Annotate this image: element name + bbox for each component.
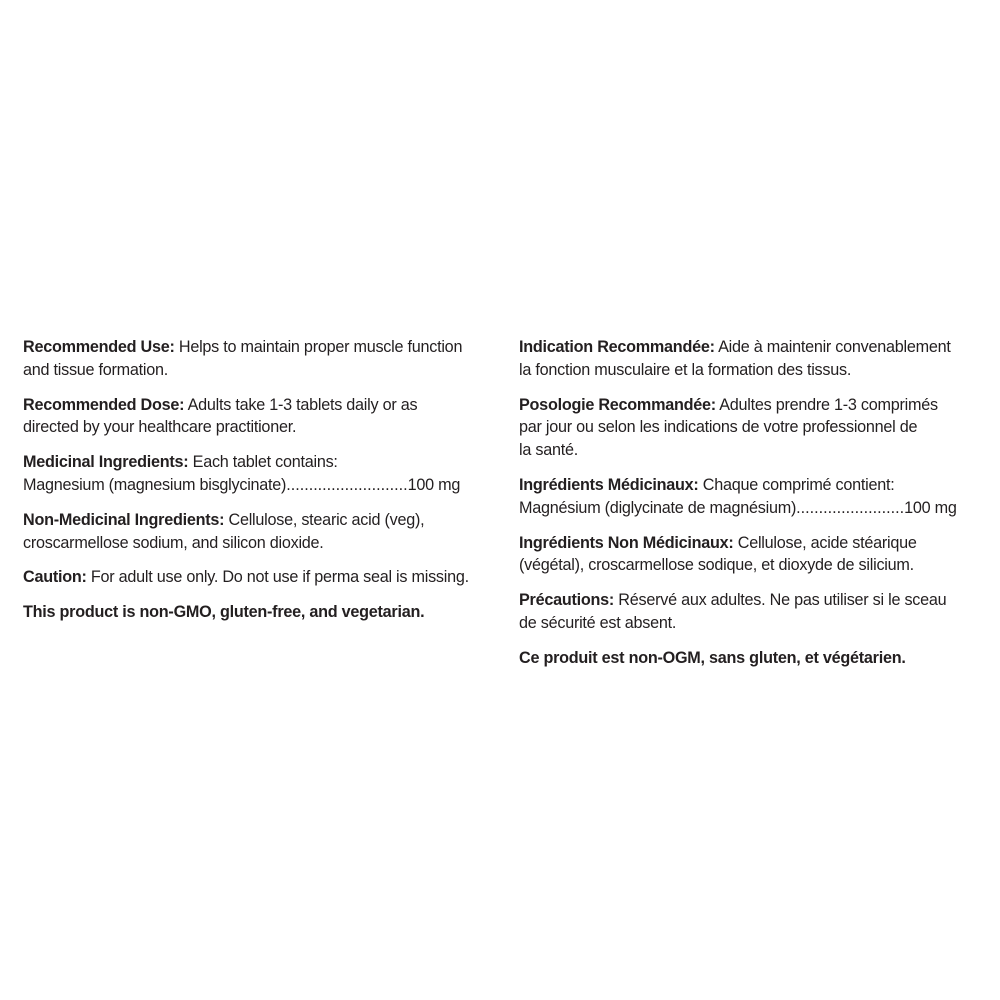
recommended-dose-text-cont: directed by your healthcare practitioner. xyxy=(23,418,297,437)
dot-leader: ........................... xyxy=(286,475,408,494)
medicinal-ingredients-label: Medicinal Ingredients: xyxy=(23,453,189,472)
non-medicinal-ingredients-label: Non-Medicinal Ingredients: xyxy=(23,510,225,529)
non-medicinal-ingredients-label: Ingrédients Non Médicinaux: xyxy=(519,533,734,552)
product-claim-fr xyxy=(519,647,989,670)
recommended-dose-text-cont: par jour ou selon les indications de votre professionnel de xyxy=(519,418,918,437)
recommended-dose-label: Posologie Recommandée: xyxy=(519,395,716,414)
medicinal-ingredients-en xyxy=(23,451,493,497)
recommended-use-label: Recommended Use: xyxy=(23,338,175,356)
product-claim-en xyxy=(23,601,493,624)
ingredient-row xyxy=(519,497,989,520)
recommended-use-en xyxy=(23,336,493,382)
recommended-dose-fr xyxy=(519,394,989,462)
recommended-use-text: Aide à maintenir convenablement xyxy=(714,338,951,356)
medicinal-ingredients-fr xyxy=(519,474,989,520)
non-medicinal-ingredients-text-cont: (végétal), croscarmellose sodique, et dioxyde de silicium. xyxy=(519,556,914,575)
recommended-use-text-cont: la fonction musculaire et la formation des tissus. xyxy=(519,360,852,379)
caution-text-cont: de sécurité est absent. xyxy=(519,613,677,632)
french-column xyxy=(519,336,989,682)
recommended-dose-label: Recommended Dose: xyxy=(23,395,185,414)
non-medicinal-ingredients-text: Cellulose, stearic acid (veg), xyxy=(224,510,425,529)
recommended-use-fr xyxy=(519,336,989,382)
medicinal-ingredients-text: Chaque comprimé contient: xyxy=(698,475,895,494)
medicinal-ingredients-text: Each tablet contains: xyxy=(188,453,338,472)
recommended-dose-text: Adults take 1-3 tablets daily or as xyxy=(184,395,418,414)
english-column xyxy=(23,336,493,636)
medicinal-ingredients-label: Ingrédients Médicinaux: xyxy=(519,475,699,494)
product-claim-text: This product is non-GMO, gluten-free, and vegetarian. xyxy=(23,603,425,622)
caution-en xyxy=(23,566,493,589)
non-medicinal-ingredients-en xyxy=(23,509,493,555)
ingredient-amount: 100 mg xyxy=(904,498,957,517)
non-medicinal-ingredients-fr xyxy=(519,532,989,578)
recommended-use-label: Indication Recommandée: xyxy=(519,338,715,356)
recommended-dose-text-cont: la santé. xyxy=(519,441,578,460)
ingredient-amount: 100 mg xyxy=(407,475,461,494)
recommended-use-text: Helps to maintain proper muscle function xyxy=(174,338,463,356)
recommended-dose-text: Adultes prendre 1-3 comprimés xyxy=(715,395,938,414)
ingredient-name: Magnesium (magnesium bisglycinate) xyxy=(23,475,287,494)
recommended-dose-en xyxy=(23,394,493,440)
product-claim-text: Ce produit est non-OGM, sans gluten, et végétarien. xyxy=(519,648,906,667)
ingredient-row xyxy=(23,474,493,497)
non-medicinal-ingredients-text-cont: croscarmellose sodium, and silicon dioxide. xyxy=(23,533,324,552)
non-medicinal-ingredients-text: Cellulose, acide stéarique xyxy=(733,533,917,552)
caution-label: Caution: xyxy=(23,568,87,587)
recommended-use-text-cont: and tissue formation. xyxy=(23,360,169,379)
dot-leader: ........................ xyxy=(796,498,905,517)
caution-label: Précautions: xyxy=(519,591,615,610)
caution-text: Réservé aux adultes. Ne pas utiliser si le sceau xyxy=(614,591,947,610)
caution-text: For adult use only. Do not use if perma seal is missing. xyxy=(86,568,469,587)
caution-fr xyxy=(519,589,989,635)
ingredient-name: Magnésium (diglycinate de magnésium) xyxy=(519,498,797,517)
